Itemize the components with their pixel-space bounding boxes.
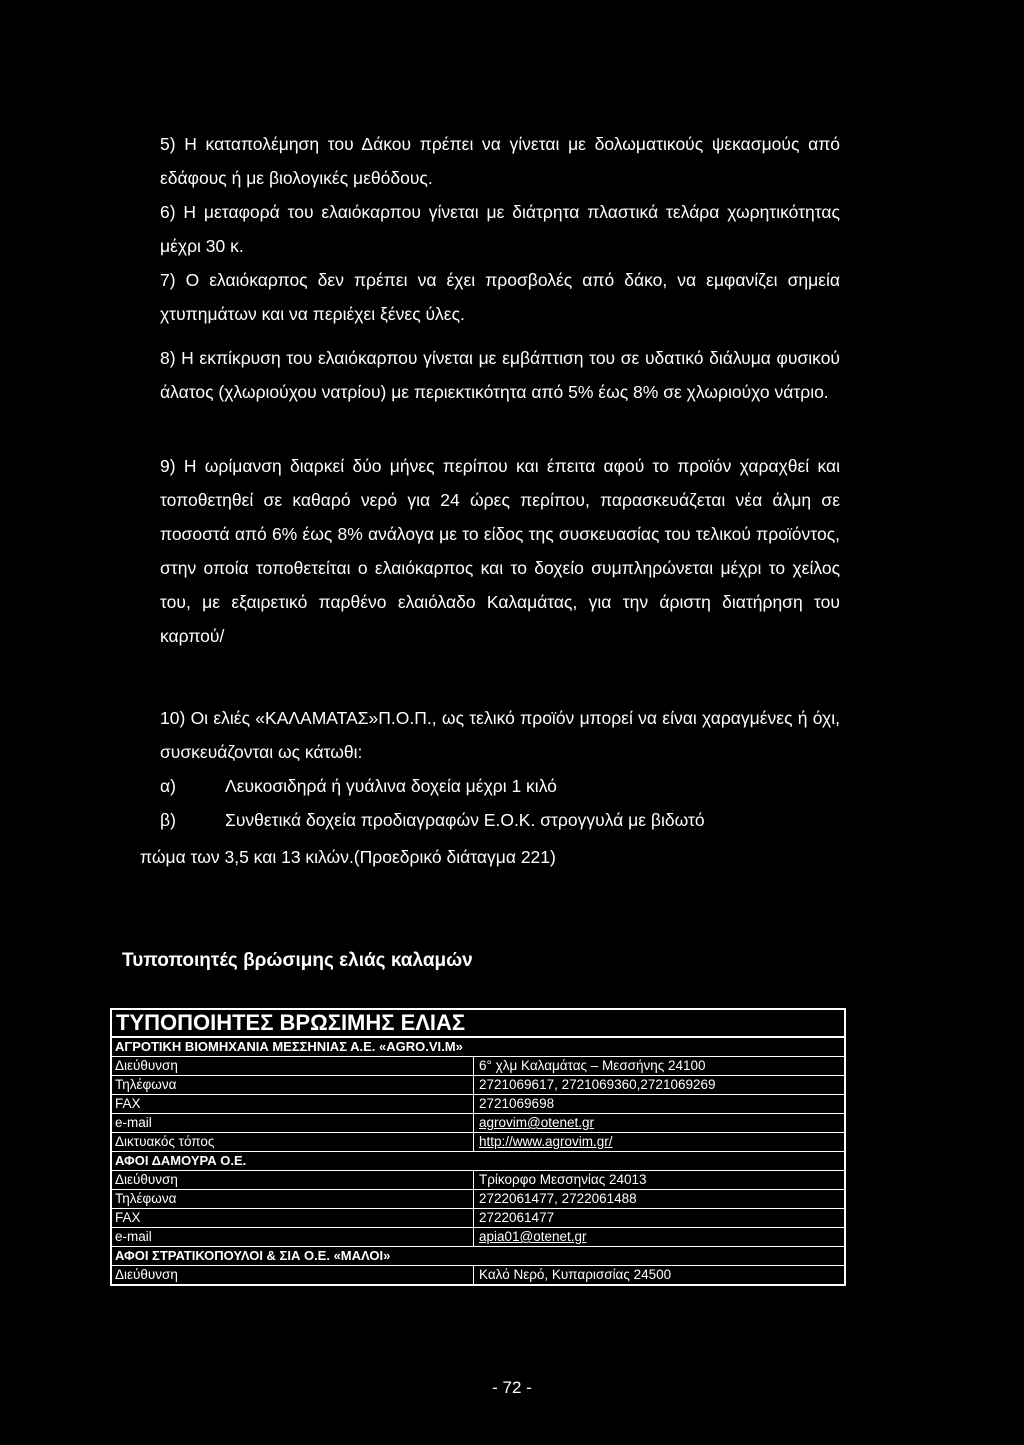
table-row bbox=[112, 1057, 844, 1076]
list-item-a-label: α) bbox=[160, 776, 176, 796]
section-heading: Τυποποιητές βρώσιμης ελιάς καλαμών bbox=[122, 950, 473, 971]
row-value: 2722061477, 2722061488 bbox=[479, 1191, 637, 1206]
producers-table bbox=[110, 1008, 846, 1286]
row-value: 2722061477 bbox=[479, 1210, 555, 1225]
email-link[interactable]: agrovim@otenet.gr bbox=[479, 1115, 595, 1130]
paragraph-7: 7) Ο ελαιόκαρπος δεν πρέπει να έχει προσβολές από δάκο, να εμφανίζει σημεία χτυπημάτων και να περιέχει ξένες ύλες. bbox=[160, 270, 840, 324]
paragraph-9: 9) Η ωρίμανση διαρκεί δύο μήνες περίπου και έπειτα αφού το προϊόν χαραχθεί και τοποθετηθεί σε καθαρό νερό για 24 ώρες περίπου, παρασκευάζεται νέα άλμη σε ποσοστά από 6% έως 8% ανάλογα με το είδος της συσκευασίας του τελικού προϊόντος, στην οποία τοποθετείται ο ελαιόκαρπος και το δοχείο συμπληρώνεται μέχρι το χείλος του, με εξαιρετικό παρθένο ελαιόλαδο Καλαμάτας, για την άριστη διατήρηση του καρπού/ bbox=[160, 456, 840, 646]
list-item-b-cont-text: πώμα των 3,5 και 13 κιλών.(Προεδρικό διάταγμα 221) bbox=[140, 847, 556, 867]
row-label: FAX bbox=[112, 1095, 474, 1113]
paragraph-8: 8) Η εκπίκρυση του ελαιόκαρπου γίνεται με εμβάπτιση του σε υδατικό διάλυμα φυσικού άλατος (χλωριούχου νατρίου) με περιεκτικότητα από 5% έως 8% σε χλωριούχο νάτριο. bbox=[160, 348, 840, 402]
table-row bbox=[112, 1114, 844, 1133]
row-value: 6° χλμ Καλαμάτας – Μεσσήνης 24100 bbox=[479, 1058, 706, 1073]
table-title: ΤΥΠΟΠΟΙΗΤΕΣ ΒΡΩΣΙΜΗΣ ΕΛΙΑΣ bbox=[112, 1010, 844, 1038]
row-label: Διεύθυνση bbox=[112, 1266, 474, 1284]
row-value: Τρίκορφο Μεσσηνίας 24013 bbox=[479, 1172, 647, 1187]
paragraph-6: 6) Η μεταφορά του ελαιόκαρπου γίνεται με διάτρητα πλαστικά τελάρα χωρητικότητας μέχρι 30 κ. bbox=[160, 202, 840, 256]
table-row bbox=[112, 1095, 844, 1114]
row-label: Διεύθυνση bbox=[112, 1171, 474, 1189]
paragraph-10: 10) Οι ελιές «ΚΑΛΑΜΑΤΑΣ»Π.Ο.Π., ως τελικό προϊόν μπορεί να είναι χαραγμένες ή όχι, συσκευάζονται ως κάτωθι: bbox=[160, 708, 840, 762]
list-item-b-label: β) bbox=[160, 810, 176, 830]
row-label: Τηλέφωνα bbox=[112, 1190, 474, 1208]
table-row bbox=[112, 1133, 844, 1152]
row-value: 2721069617, 2721069360,2721069269 bbox=[479, 1077, 716, 1092]
row-label: FAX bbox=[112, 1209, 474, 1227]
paragraph-5: 5) Η καταπολέμηση του Δάκου πρέπει να γίνεται με δολωματικούς ψεκασμούς από εδάφους ή με βιολογικές μεθόδους. bbox=[160, 134, 840, 188]
page-number: - 72 - bbox=[492, 1378, 532, 1397]
table-row bbox=[112, 1171, 844, 1190]
row-value: Καλό Νερό, Κυπαρισσίας 24500 bbox=[479, 1267, 672, 1282]
row-label: Διεύθυνση bbox=[112, 1057, 474, 1075]
list-item-b-text: Συνθετικά δοχεία προδιαγραφών Ε.Ο.Κ. στρογγυλά με βιδωτό bbox=[225, 810, 705, 830]
list-item-a bbox=[160, 769, 840, 803]
website-link[interactable]: http://www.agrovim.gr/ bbox=[479, 1134, 613, 1149]
row-label: Δικτυακός τόπος bbox=[112, 1133, 474, 1151]
table-row bbox=[112, 1228, 844, 1247]
company-row: ΑΓΡΟΤΙΚΗ ΒΙΟΜΗΧΑΝΙΑ ΜΕΣΣΗΝΙΑΣ Α.Ε. «AGRO.VI.M» bbox=[112, 1038, 844, 1057]
row-label: Τηλέφωνα bbox=[112, 1076, 474, 1094]
row-value: 2721069698 bbox=[479, 1096, 555, 1111]
company-row: ΑΦΟΙ ΔΑΜΟΥΡΑ Ο.Ε. bbox=[112, 1152, 844, 1171]
list-item-b bbox=[160, 803, 840, 837]
table-row bbox=[112, 1209, 844, 1228]
list-item-b-continuation bbox=[140, 840, 820, 874]
table-row bbox=[112, 1266, 844, 1284]
table-row bbox=[112, 1076, 844, 1095]
email-link[interactable]: apia01@otenet.gr bbox=[479, 1229, 587, 1244]
company-row: ΑΦΟΙ ΣΤΡΑΤΙΚΟΠΟΥΛΟΙ & ΣΙΑ Ο.Ε. «ΜΑΛΟΙ» bbox=[112, 1247, 844, 1266]
table-row bbox=[112, 1190, 844, 1209]
row-label: e-mail bbox=[112, 1114, 474, 1132]
list-item-a-text: Λευκοσιδηρά ή γυάλινα δοχεία μέχρι 1 κιλό bbox=[225, 776, 557, 796]
row-label: e-mail bbox=[112, 1228, 474, 1246]
